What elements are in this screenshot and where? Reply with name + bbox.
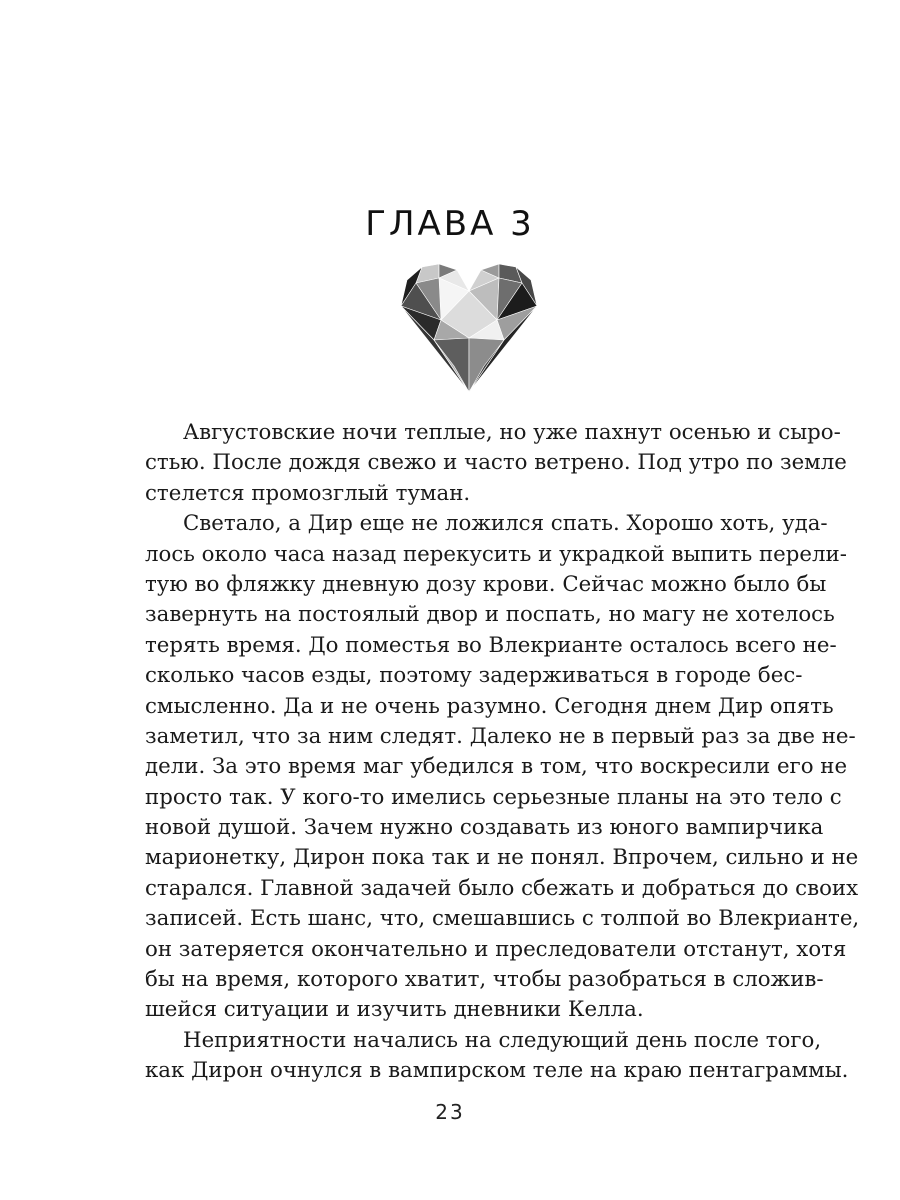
text-line: как Дирон очнулся в вампирском теле на краю пентаграммы.: [145, 1058, 849, 1084]
text-line: сколько часов езды, поэтому задерживаться в городе бес-: [145, 663, 803, 689]
text-line: стью. После дождя свежо и часто ветрено. Под утро по земле: [145, 450, 847, 476]
text-line: новой душой. Зачем нужно создавать из юного вампирчика: [145, 815, 824, 841]
text-line: бы на время, которого хватит, чтобы разобраться в сложив-: [145, 967, 824, 993]
text-line: стелется промозглый туман.: [145, 480, 471, 506]
text-line: заметил, что за ним следят. Далеко не в первый раз за две не-: [145, 723, 856, 749]
text-line: Светало, а Дир еще не ложился спать. Хорошо хоть, уда-: [183, 511, 828, 537]
body-text: [145, 418, 860, 1087]
text-line: дели. За это время маг убедился в том, что воскресили его не: [145, 754, 848, 780]
text-line: Августовские ночи теплые, но уже пахнут осенью и сыро-: [183, 420, 841, 445]
text-line: терять время. До поместья во Влекрианте осталось всего не-: [145, 632, 837, 658]
text-line: лось около часа назад перекусить и украдкой выпить перели-: [145, 541, 847, 567]
text-line: марионетку, Дирон пока так и не понял. Впрочем, сильно и не: [145, 845, 859, 871]
text-line: он затеряется окончательно и преследователи отстанут, хотя: [145, 936, 847, 962]
chapter-title: ГЛАВА 3: [365, 204, 535, 244]
text-line: смысленно. Да и не очень разумно. Сегодня днем Дир опять: [145, 693, 834, 719]
text-line: записей. Есть шанс, что, смешавшись с толпой во Влекрианте,: [145, 906, 860, 932]
text-line: тую во фляжку дневную дозу крови. Сейчас можно было бы: [145, 571, 827, 597]
crystal-heart-icon: [399, 258, 539, 398]
text-line: шейся ситуации и изучить дневники Келла.: [145, 997, 644, 1023]
page-number: 23: [435, 1100, 465, 1124]
text-line: просто так. У кого-то имелись серьезные планы на это тело с: [145, 784, 842, 810]
text-line: старался. Главной задачей было сбежать и добраться до своих: [145, 875, 859, 901]
text-line: Неприятности начались на следующий день после того,: [183, 1027, 822, 1053]
text-line: завернуть на постоялый двор и поспать, но магу не хотелось: [145, 602, 835, 628]
